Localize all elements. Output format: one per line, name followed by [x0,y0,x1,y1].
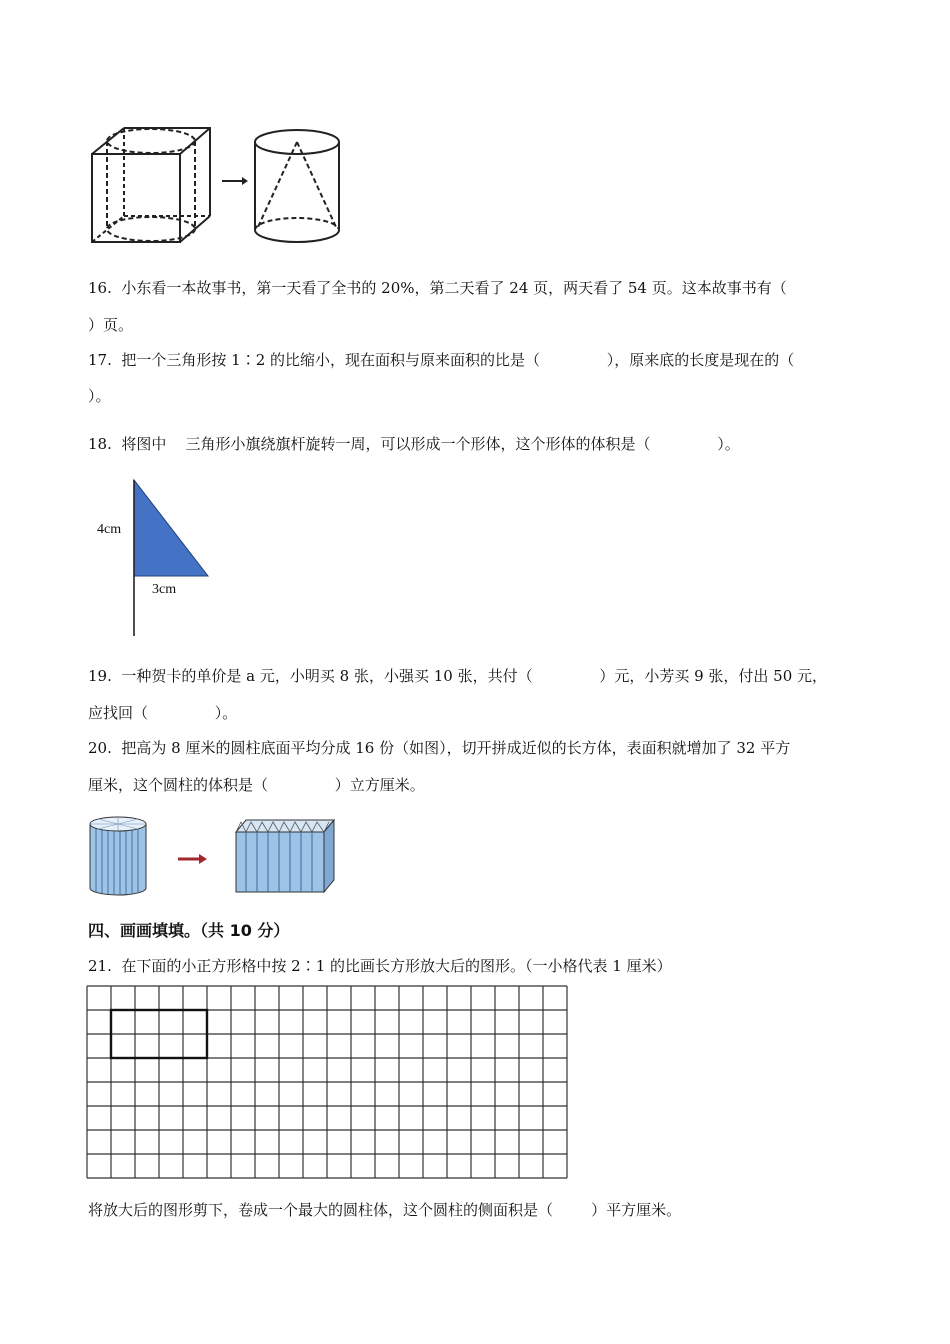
question-20-line-1: 20. 把高为 8 厘米的圆柱底面平均分成 16 份（如图），切开拼成近似的长方体，表面积就增加了 32 平方 [88,739,791,757]
square-grid [86,984,568,1180]
striped-cylinder [90,817,146,895]
question-19-line-2: 应找回（ ）。 [88,704,238,722]
question-17-line-2: ）。 [88,387,111,405]
question-19-line-1: 19. 一种贺卡的单价是 a 元，小明买 8 张，小强买 10 张，共付（ ）元，小芳买 9 张，付出 50 元， [88,667,828,685]
cylinder-cut-figure [86,814,342,898]
section-4-title: 四、画画填填。（共 10 分） [88,921,290,940]
cube-to-cylinder-figure [86,124,356,250]
red-arrow [178,854,207,864]
triangle-flag [134,480,208,576]
approximate-cuboid [236,820,334,892]
question-21-line-2: 将放大后的图形剪下，卷成一个最大的圆柱体，这个圆柱的侧面积是（ ）平方厘米。 [88,1201,682,1219]
question-21-line-1: 21. 在下面的小正方形格中按 2∶1 的比画长方形放大后的图形。（一小格代表 1 厘米） [88,957,672,975]
question-18-line-1: 18. 将图中 三角形小旗绕旗杆旋转一周，可以形成一个形体，这个形体的体积是（ ）。 [88,435,740,453]
question-20-line-2: 厘米，这个圆柱的体积是（ ）立方厘米。 [88,776,425,794]
question-16-line-1: 16. 小东看一本故事书，第一天看了全书的 20%，第二天看了 24 页，两天看了 54 页。这本故事书有（ [88,279,787,297]
transform-arrow [222,177,248,185]
flag-figure [92,478,222,640]
flag-height-label: 4cm [97,522,122,537]
question-16-line-2: ）页。 [88,316,134,334]
question-17-line-1: 17. 把一个三角形按 1∶2 的比缩小，现在面积与原来面积的比是（ ），原来底的长度是现在的（ [88,351,795,369]
flag-base-label: 3cm [152,582,177,597]
